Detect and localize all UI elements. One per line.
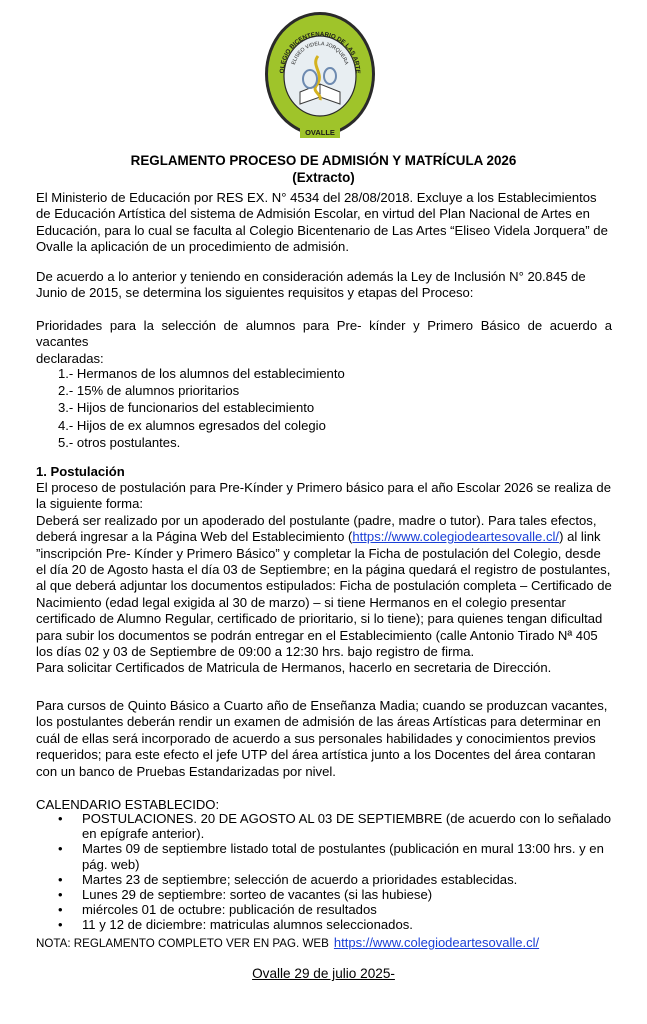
text-line: Nacimiento (edad legal exigida al 30 de marzo) – si tiene Hermanos en el colegio presentar: [36, 594, 566, 610]
list-item: 3.- Hijos de funcionarios del establecimiento: [58, 400, 315, 416]
text-line: certificado de Alumno Regular, certificado de prioritario, si lo tiene); para quienes tengan dificultad: [36, 611, 603, 627]
footer-note: [36, 935, 539, 952]
list-item: [58, 902, 612, 917]
law-paragraph: [36, 269, 612, 302]
text-line: De acuerdo a lo anterior y teniendo en consideración además la Ley de Inclusión N° 20.845 de: [36, 269, 586, 284]
text-line: requeridos; para este efecto el jefe UTP del área artística junto a los Docentes del área contaran: [36, 747, 596, 763]
bullet-icon: •: [58, 902, 63, 918]
note-text: NOTA: REGLAMENTO COMPLETO VER EN PAG. WEB: [36, 937, 329, 950]
priorities-intro: [36, 318, 612, 367]
bullet-icon: •: [58, 917, 63, 933]
logo-middle-text: ELISEO VIDELA JORQUERA: [290, 41, 350, 66]
text-line: cuál de ellas será incorporado de acuerdo a sus personales habilidades y conocimientos previos: [36, 730, 596, 746]
text-line: declaradas:: [36, 350, 104, 366]
list-item-text: POSTULACIONES. 20 DE AGOSTO AL 03 DE SEPTIEMBRE (de acuerdo con lo señalado en epígrafe anterior).: [82, 811, 612, 842]
text-line: el día 20 de Agosto hasta el día 03 de Septiembre; en la página quedará el registro de postulantes,: [36, 562, 611, 578]
bullet-icon: •: [58, 871, 63, 887]
postulacion-paragraph: [36, 480, 612, 677]
text-line: Para cursos de Quinto Básico a Cuarto año de Enseñanza Madia; cuando se produzcan vacantes,: [36, 698, 608, 713]
text-line: los postulantes deberán rendir un examen de admisión de las áreas Artísticas para determinar en: [36, 714, 601, 730]
text-line: Prioridades para la selección de alumnos para Pre- kínder y Primero Básico de acuerdo a vacantes: [36, 318, 612, 350]
list-item: 2.- 15% de alumnos prioritarios: [58, 383, 240, 399]
intro-paragraph: [36, 190, 612, 256]
list-item: 5.- otros postulantes.: [58, 434, 181, 450]
text-line: Junio de 2015, se determina los siguientes requisitos y etapas del Proceso:: [36, 285, 474, 301]
text-line-with-link: [36, 529, 612, 545]
list-item-text: Martes 23 de septiembre; selección de acuerdo a prioridades establecidas.: [82, 871, 518, 887]
date-line: Ovalle 29 de julio 2025-: [252, 966, 395, 981]
list-item: [58, 917, 612, 932]
school-website-link[interactable]: https://www.colegiodeartesovalle.cl/: [352, 529, 560, 545]
list-item-text: Lunes 29 de septiembre: sorteo de vacantes (si las hubiese): [82, 887, 433, 903]
bullet-icon: •: [58, 887, 63, 903]
text-line: El proceso de postulación para Pre-Kínder y Primero básico para el año Escolar 2026 se realiza de: [36, 480, 611, 495]
text-line: los días 02 y 03 de Septiembre de 09:00 a 12:30 hrs. bajo registro de firma.: [36, 644, 475, 660]
text-fragment: deberá ingresar a la Página Web del Establecimiento (: [36, 529, 353, 545]
note-website-link[interactable]: https://www.colegiodeartesovalle.cl/: [333, 935, 540, 950]
calendar-list: [58, 811, 612, 933]
text-line: con un banco de Pruebas Estandarizadas por nivel.: [36, 763, 336, 779]
text-line: de Educación Artística del sistema de Admisión Escolar, en virtud del Plan Nacional de Artes en: [36, 206, 590, 222]
text-line: Deberá ser realizado por un apoderado del postulante (padre, madre o tutor). Para tales efectos,: [36, 512, 597, 528]
logo-bottom-text: OVALLE: [305, 128, 335, 137]
text-line: Para solicitar Certificados de Matricula de Hermanos, hacerlo en secretaria de Dirección.: [36, 660, 552, 676]
list-item: [58, 887, 612, 902]
list-item: 1.- Hermanos de los alumnos del establecimiento: [58, 366, 345, 381]
text-fragment: ) al link: [559, 529, 601, 545]
list-item-text: miércoles 01 de octubre: publicación de resultados: [82, 902, 377, 918]
quinto-paragraph: [36, 698, 612, 780]
list-item: [58, 841, 612, 871]
text-line: ”inscripción Pre- Kínder y Primero Básico” y completar la Ficha de postulación del Colegio, desde: [36, 545, 601, 561]
text-line: Ovalle la aplicación de un procedimiento de admisión.: [36, 239, 349, 255]
text-line: al que deberá adjuntar los documentos estipulados: Ficha de postulación completa – Certificado de: [36, 578, 612, 594]
list-item: [58, 872, 612, 887]
section-heading: 1. Postulación: [36, 464, 125, 479]
bullet-icon: •: [58, 811, 63, 826]
priorities-list: [58, 366, 345, 452]
school-logo: [260, 4, 380, 146]
text-line: El Ministerio de Educación por RES EX. N° 4534 del 28/08/2018. Excluye a los Establecimientos: [36, 190, 597, 205]
list-item: [58, 811, 612, 841]
list-item-text: 11 y 12 de diciembre: matriculas alumnos seleccionados.: [82, 917, 413, 933]
calendar-heading: CALENDARIO ESTABLECIDO:: [36, 797, 220, 812]
list-item-text: Martes 09 de septiembre listado total de postulantes (publicación en mural 13:00 hrs. y en pág. web): [82, 841, 604, 872]
list-item: 4.- Hijos de ex alumnos egresados del colegio: [58, 417, 326, 433]
text-line: para subir los documentos se podrán entregar en el Establecimiento (calle Antonio Tirado Nª 405: [36, 627, 598, 643]
text-line: Educación, para lo cual se faculta al Colegio Bicentenario de Las Artes “Eliseo Videla Jorquera” de: [36, 222, 608, 238]
text-line: la siguiente forma:: [36, 496, 143, 512]
document-title: REGLAMENTO PROCESO DE ADMISIÓN Y MATRÍCULA 2026: [130, 153, 517, 168]
bullet-icon: •: [58, 841, 63, 857]
document-subtitle: (Extracto): [292, 170, 355, 185]
logo-top-text: OLEGIO BICENTENARIO DE LAS ARTE: [278, 30, 362, 74]
